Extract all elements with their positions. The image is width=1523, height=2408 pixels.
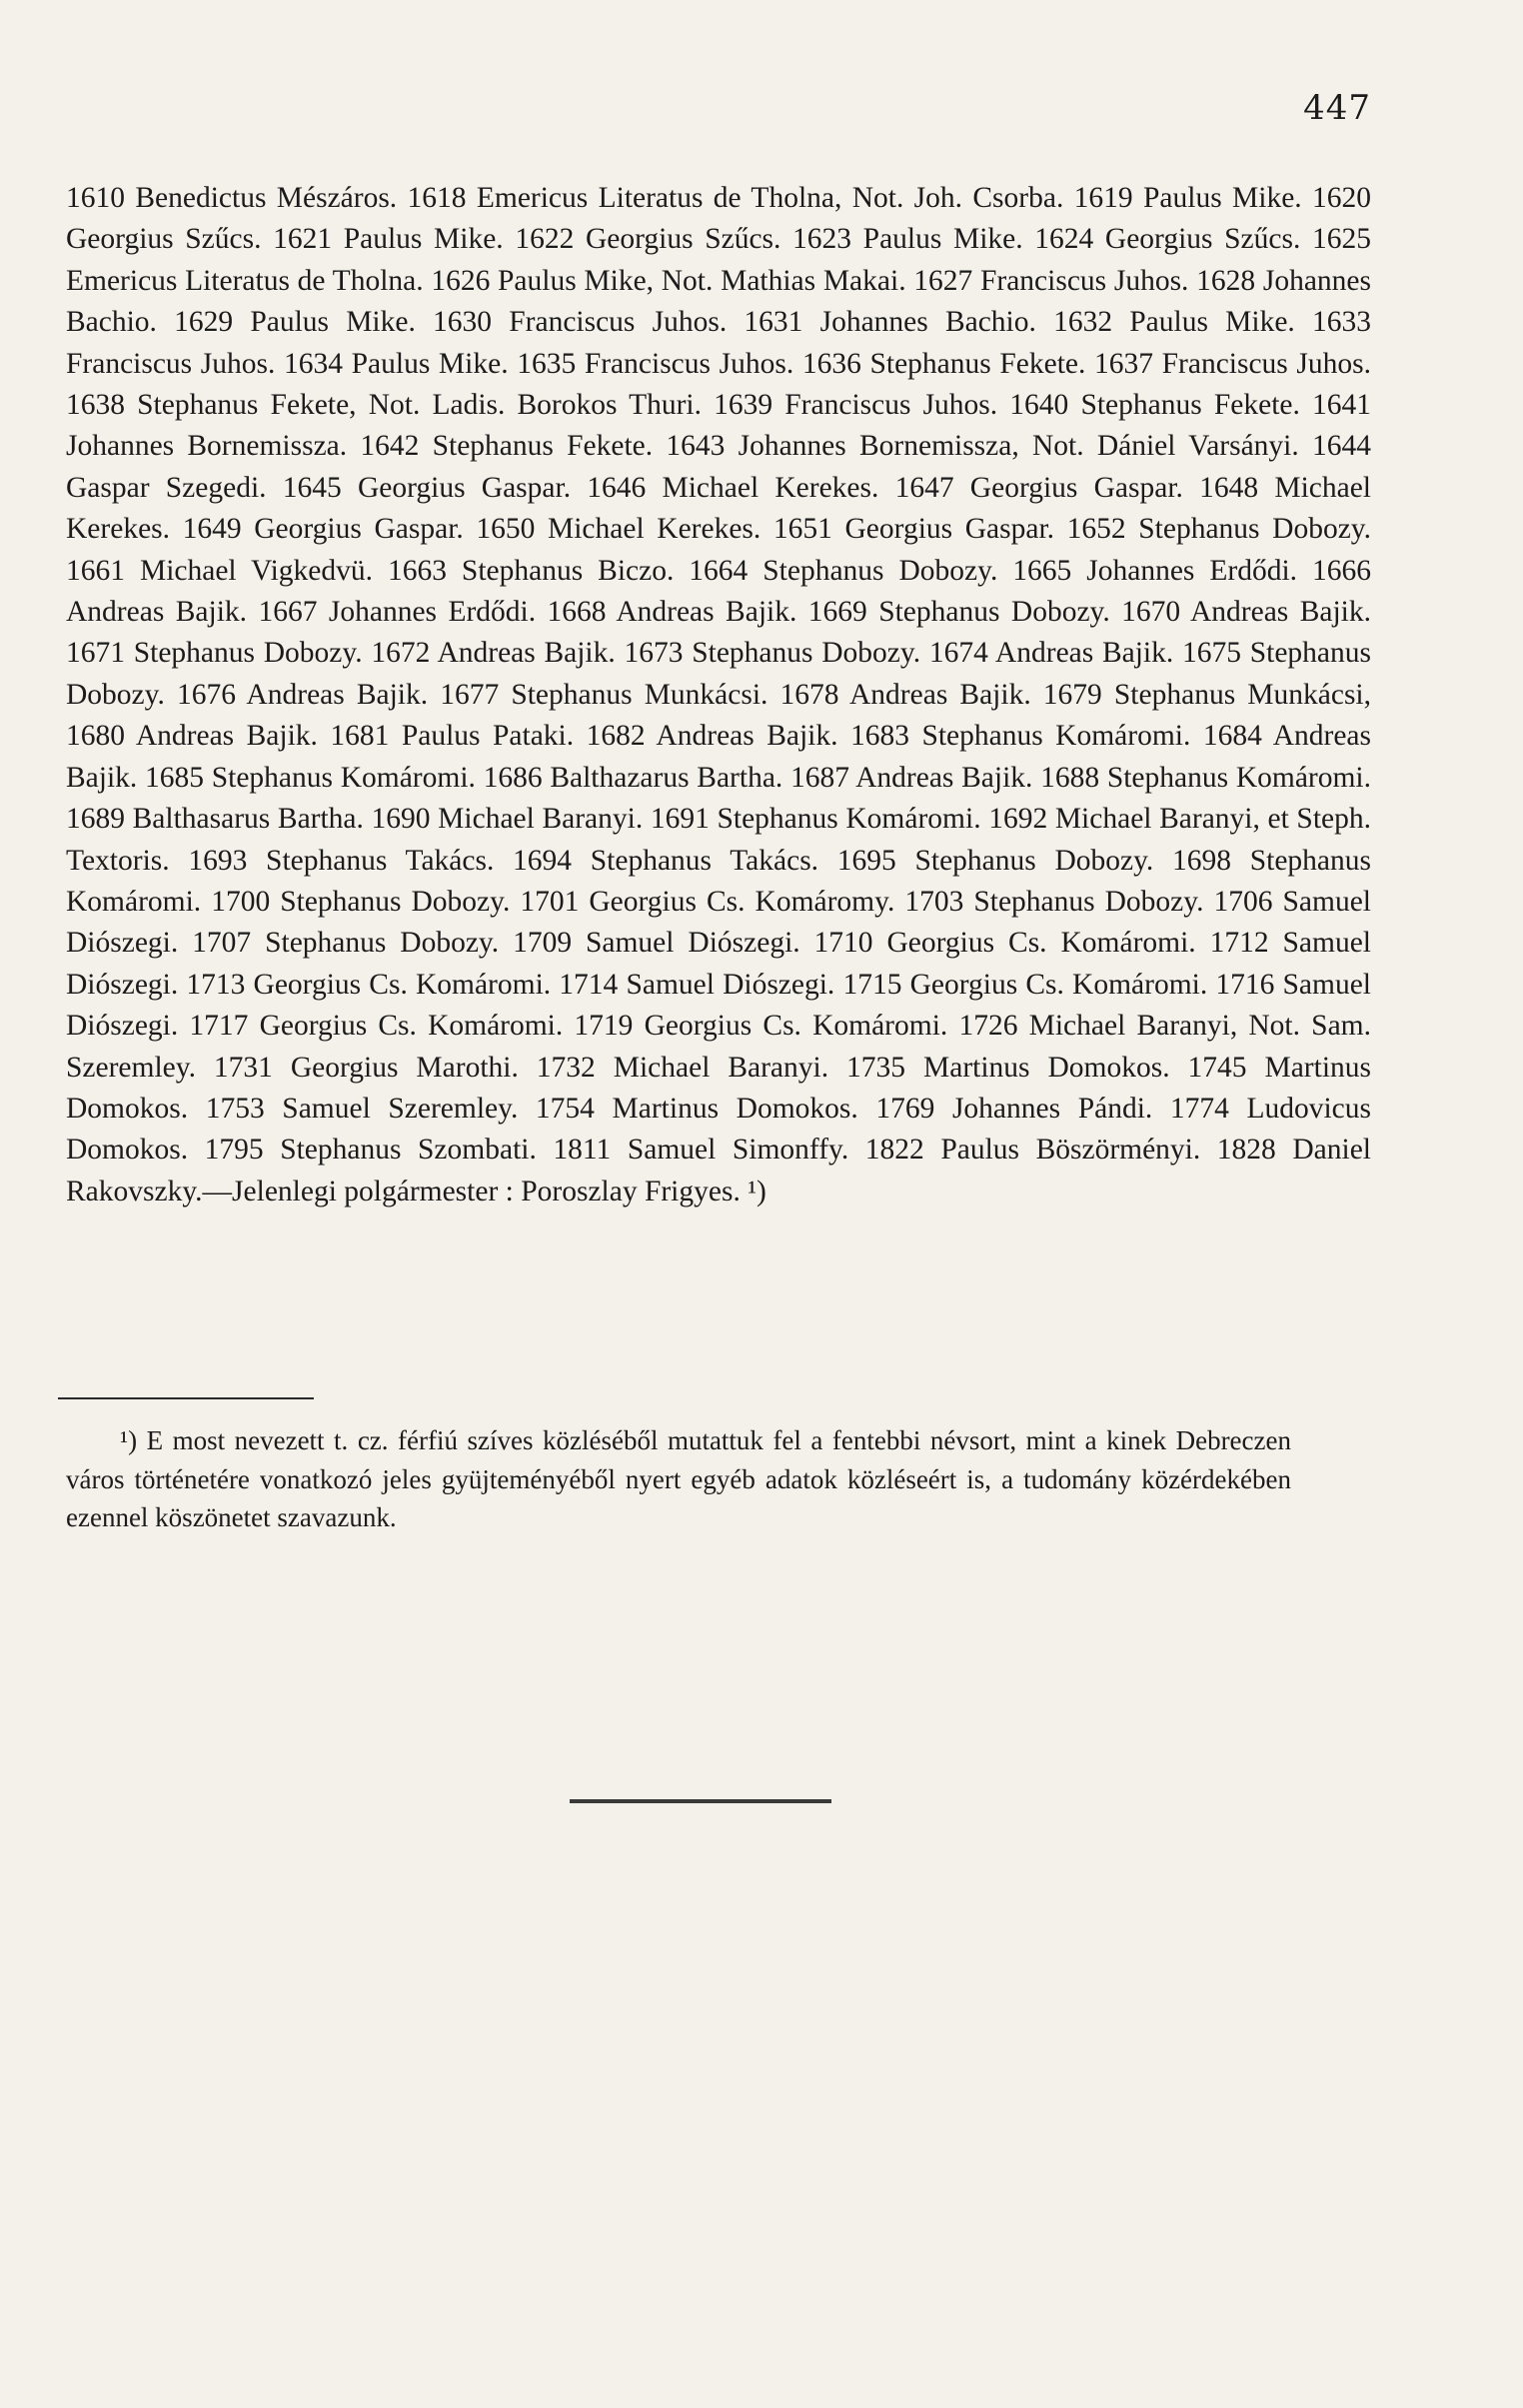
main-text [66, 178, 1371, 1212]
footnote-text: E most nevezett t. cz. férfiú szíves közléséből mutattuk fel a fentebbi névsort, mint a kinek Debreczen város történetére vonatkozó jeles gyüjteményéből nyert egyéb adatok közléseért is, a tudomány közérdekében ezennel köszönetet szavazunk. [66, 1425, 1291, 1532]
footnote [66, 1421, 1291, 1537]
page-number: 447 [1303, 88, 1371, 128]
footnote-reference: ¹) [748, 1175, 766, 1207]
footnote-separator-rule [58, 1397, 314, 1399]
main-text-body: 1610 Benedictus Mészáros. 1618 Emericus Literatus de Tholna, Not. Joh. Csorba. 1619 Paulus Mike. 1620 Georgius Szűcs. 1621 Paulus Mike. 1622 Georgius Szűcs. 1623 Paulus Mike. 1624 Georgius Szűcs. 1625 Emericus Literatus de Tholna. 1626 Paulus Mike, Not. Mathias Makai. 1627 Franciscus Juhos. 1628 Johannes Bachio. 1629 Paulus Mike. 1630 Franciscus Juhos. 1631 Johannes Bachio. 1632 Paulus Mike. 1633 Franciscus Juhos. 1634 Paulus Mike. 1635 Franciscus Juhos. 1636 Stephanus Fekete. 1637 Franciscus Juhos. 1638 Stephanus Fekete, Not. Ladis. Borokos Thuri. 1639 Franciscus Juhos. 1640 Stephanus Fekete. 1641 Johannes Bornemissza. 1642 Stephanus Fekete. 1643 Johannes Bornemissza, Not. Dániel Varsányi. 1644 Gaspar Szegedi. 1645 Georgius Gaspar. 1646 Michael Kerekes. 1647 Georgius Gaspar. 1648 Michael Kerekes. 1649 Georgius Gaspar. 1650 Michael Kerekes. 1651 Georgius Gaspar. 1652 Stephanus Dobozy. 1661 Michael Vigkedvü. 1663 Stephanus Biczo. 1664 Stephanus Dobozy. 1665 Johannes Erdődi. 1666 Andreas Bajik. 1667 Johannes Erdődi. 1668 Andreas Bajik. 1669 Stephanus Dobozy. 1670 Andreas Bajik. 1671 Stephanus Dobozy. 1672 Andreas Bajik. 1673 Stephanus Dobozy. 1674 Andreas Bajik. 1675 Stephanus Dobozy. 1676 Andreas Bajik. 1677 Stephanus Munkácsi. 1678 Andreas Bajik. 1679 Stephanus Munkácsi, 1680 Andreas Bajik. 1681 Paulus Pataki. 1682 Andreas Bajik. 1683 Stephanus Komáromi. 1684 Andreas Bajik. 1685 Stephanus Komáromi. 1686 Balthazarus Bartha. 1687 Andreas Bajik. 1688 Stephanus Komáromi. 1689 Balthasarus Bartha. 1690 Michael Baranyi. 1691 Stephanus Komáromi. 1692 Michael Baranyi, et Steph. Textoris. 1693 Stephanus Takács. 1694 Stephanus Takács. 1695 Stephanus Dobozy. 1698 Stephanus Komáromi. 1700 Stephanus Dobozy. 1701 Georgius Cs. Komáromy. 1703 Stephanus Dobozy. 1706 Samuel Diószegi. 1707 Stephanus Dobozy. 1709 Samuel Diószegi. 1710 Georgius Cs. Komáromi. 1712 Samuel Diószegi. 1713 Georgius Cs. Komáromi. 1714 Samuel Diószegi. 1715 Georgius Cs. Komáromi. 1716 Samuel Diószegi. 1717 Georgius Cs. Komáromi. 1719 Georgius Cs. Komáromi. 1726 Michael Baranyi, Not. Sam. Szeremley. 1731 Georgius Marothi. 1732 Michael Baranyi. 1735 Martinus Domokos. 1745 Martinus Domokos. 1753 Samuel Szeremley. 1754 Martinus Domokos. 1769 Johannes Pándi. 1774 Ludovicus Domokos. 1795 Stephanus Szombati. 1811 Samuel Simonffy. 1822 Paulus Böszörményi. 1828 Daniel Rakovszky.—Jelenlegi polgármester : Poroszlay Frigyes. [66, 182, 1371, 1207]
end-ornament-rule [570, 1799, 831, 1803]
footnote-marker: ¹) [120, 1425, 138, 1455]
